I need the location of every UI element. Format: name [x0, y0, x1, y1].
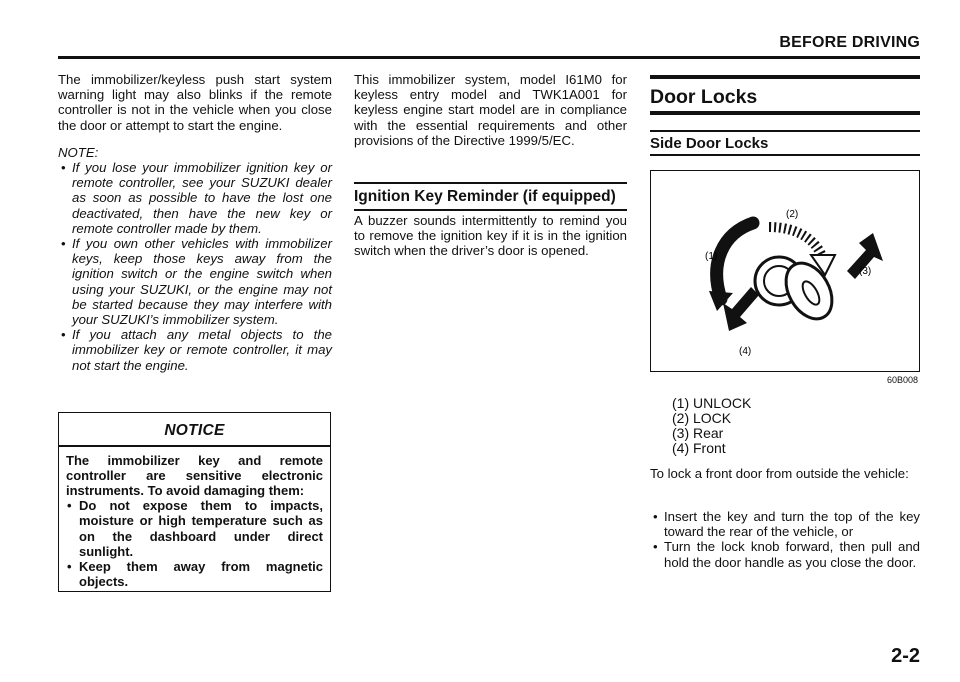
- column-1: [58, 72, 332, 373]
- unlock-arrow: [717, 223, 753, 299]
- subsection-heading-side-door-locks: Side Door Locks: [650, 135, 769, 152]
- running-header: BEFORE DRIVING: [779, 34, 920, 51]
- header-rule: [58, 56, 920, 59]
- figure-label-2: (2): [786, 209, 799, 220]
- notice-body: [59, 447, 330, 590]
- legend-item: (3) Rear: [672, 425, 724, 441]
- page-number: 2-2: [891, 645, 920, 667]
- lock-method-item: • Insert the key and turn the top of the key toward the rear of the vehicle, or: [650, 509, 920, 539]
- note-item: • If you own other vehicles with immobilizer keys, keep those keys away from the ignition switch or the engine switch when using your SUZUKI, or the engine may not be started because they may interfere with your SUZUKI’s immobilizer system.: [58, 236, 332, 327]
- figure-label-4: (4): [739, 346, 752, 357]
- chapter-rule-bottom: [650, 111, 920, 115]
- lock-front-door-paragraph: To lock a front door from outside the vehicle:: [650, 466, 909, 481]
- notice-text: The immobilizer key and remote controller are sensitive electronic instruments. To avoid damaging them:: [66, 452, 323, 498]
- lock-method-list: [650, 509, 920, 570]
- notice-item: • Do not expose them to impacts, moisture or high temperature such as on the dashboard under direct sunlight.: [66, 498, 323, 559]
- legend-item: (2) LOCK: [672, 410, 732, 426]
- ignition-paragraph: A buzzer sounds intermittently to remind you to remove the ignition key if it is in the ignition switch when the driver’s door is opened.: [354, 213, 627, 259]
- chapter-heading-door-locks: Door Locks: [650, 86, 758, 108]
- section-rule-top: [354, 182, 627, 184]
- section-heading-ignition: Ignition Key Reminder (if equipped): [354, 188, 616, 205]
- legend-item: (4) Front: [672, 440, 726, 456]
- legend-item: (1) UNLOCK: [672, 395, 752, 411]
- intro-paragraph: The immobilizer/keyless push start system warning light may also blinks if the remote controller is not in the vehicle when you close the door or attempt to start the engine.: [58, 72, 332, 133]
- notice-box: [58, 412, 331, 592]
- chapter-rule-top: [650, 75, 920, 79]
- column-2: [354, 72, 627, 148]
- figure-legend: [672, 396, 751, 456]
- note-item: • If you attach any metal objects to the immobilizer key or remote controller, it may not start the engine.: [58, 327, 332, 373]
- figure-label-3: (3): [859, 266, 872, 277]
- key-rotation-illustration: [651, 171, 919, 371]
- door-lock-figure: [650, 170, 920, 372]
- note-list: [58, 160, 332, 373]
- note-label: NOTE:: [58, 144, 99, 160]
- figure-code: 60B008: [886, 375, 918, 385]
- lock-method-item: • Turn the lock knob forward, then pull and hold the door handle as you close the door.: [650, 539, 920, 569]
- figure-label-1: (1): [705, 251, 718, 262]
- notice-title: NOTICE: [164, 422, 225, 439]
- note-item: • If you lose your immobilizer ignition key or remote controller, see your SUZUKI dealer as soon as possible to have the lost one deactivated, then have the new key or remote controller made by them.: [58, 160, 332, 236]
- notice-item: • Keep them away from magnetic objects.: [66, 559, 323, 589]
- subsection-rule-top: [650, 130, 920, 132]
- section-rule-bottom: [354, 209, 627, 211]
- subsection-rule-bottom: [650, 154, 920, 156]
- directive-paragraph: This immobilizer system, model I61M0 for keyless entry model and TWK1A001 for keyless engine start model are in compliance with the essential requirements and other provisions of the Directive 1999/5/EC.: [354, 72, 627, 148]
